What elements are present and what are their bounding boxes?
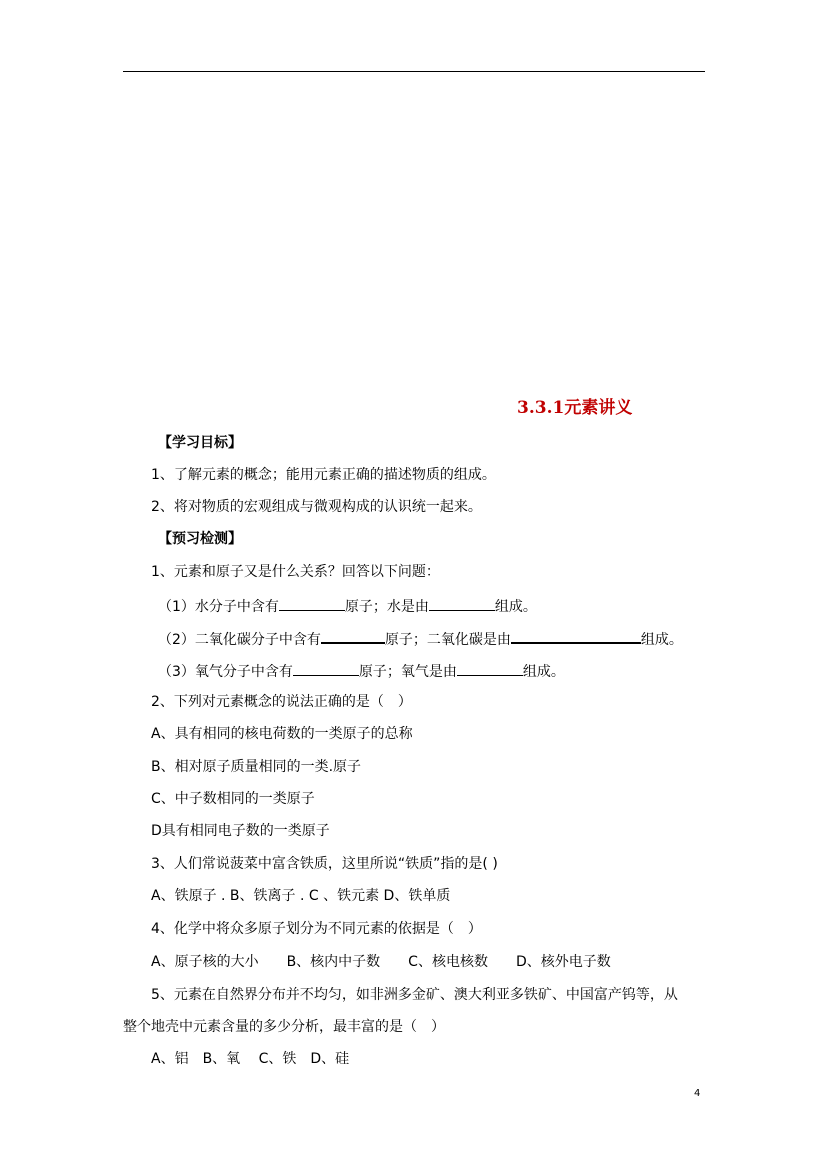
sub-text: 原子；氧气是由 <box>358 664 457 680</box>
answer-blank <box>279 596 345 611</box>
question-3-stem: 3、人们常说菠菜中富含铁质，这里所说“铁质”指的是( ) <box>151 856 498 872</box>
sub-text: 原子；水是由 <box>344 599 429 615</box>
question-2-option: A、具有相同的核电荷数的一类原子的总称 <box>151 726 413 742</box>
question-5-stem-line-1: 5、元素在自然界分布并不均匀，如非洲多金矿、澳大利亚多铁矿、中国富产钨等，从 <box>151 987 678 1003</box>
question-4-options: A、原子核的大小 B、核内中子数 C、核电核数 D、核外电子数 <box>151 954 611 970</box>
answer-blank <box>321 628 385 644</box>
question-1-sub-2 <box>158 628 683 649</box>
question-2-option: C、中子数相同的一类原子 <box>151 791 315 807</box>
goal-item: 2、将对物质的宏观组成与微观构成的认识统一起来。 <box>151 499 482 515</box>
question-5-options: A、铝 B、氧 C、铁 D、硅 <box>151 1051 350 1067</box>
sub-text: （3）氧气分子中含有 <box>158 664 293 680</box>
header-rule <box>123 71 705 72</box>
question-5-stem-line-2: 整个地壳中元素含量的多少分析，最丰富的是（ ） <box>123 1019 445 1035</box>
sub-text: （1）水分子中含有 <box>158 599 279 615</box>
question-4-stem: 4、化学中将众多原子划分为不同元素的依据是（ ） <box>151 921 482 937</box>
answer-blank <box>457 661 523 676</box>
question-1-sub-3 <box>158 661 565 681</box>
question-1-stem: 1、元素和原子又是什么关系？回答以下问题： <box>151 564 440 580</box>
goals-heading: 【学习目标】 <box>158 435 242 451</box>
question-3-options: A、铁原子 . B、铁离子 . C 、铁元素 D、铁单质 <box>151 888 451 904</box>
page-title: 3.3.1元素讲义 <box>517 398 633 418</box>
preview-heading: 【预习检测】 <box>158 531 242 547</box>
page-number: 4 <box>694 1088 701 1099</box>
sub-text: 组成。 <box>522 664 565 680</box>
sub-text: 组成。 <box>494 599 537 615</box>
answer-blank <box>293 661 359 676</box>
sub-text: （2）二氧化碳分子中含有 <box>158 632 321 648</box>
sub-text: 组成。 <box>640 632 683 648</box>
sub-text: 原子；二氧化碳是由 <box>384 632 511 648</box>
question-2-option: D具有相同电子数的一类原子 <box>151 823 330 839</box>
answer-blank <box>429 596 495 611</box>
goal-item: 1、了解元素的概念；能用元素正确的描述物质的组成。 <box>151 467 496 483</box>
question-2-stem: 2、下列对元素概念的说法正确的是（ ） <box>151 694 412 710</box>
answer-blank <box>511 628 641 644</box>
question-2-option: B、相对原子质量相同的一类.原子 <box>151 759 362 775</box>
question-1-sub-1 <box>158 596 537 616</box>
